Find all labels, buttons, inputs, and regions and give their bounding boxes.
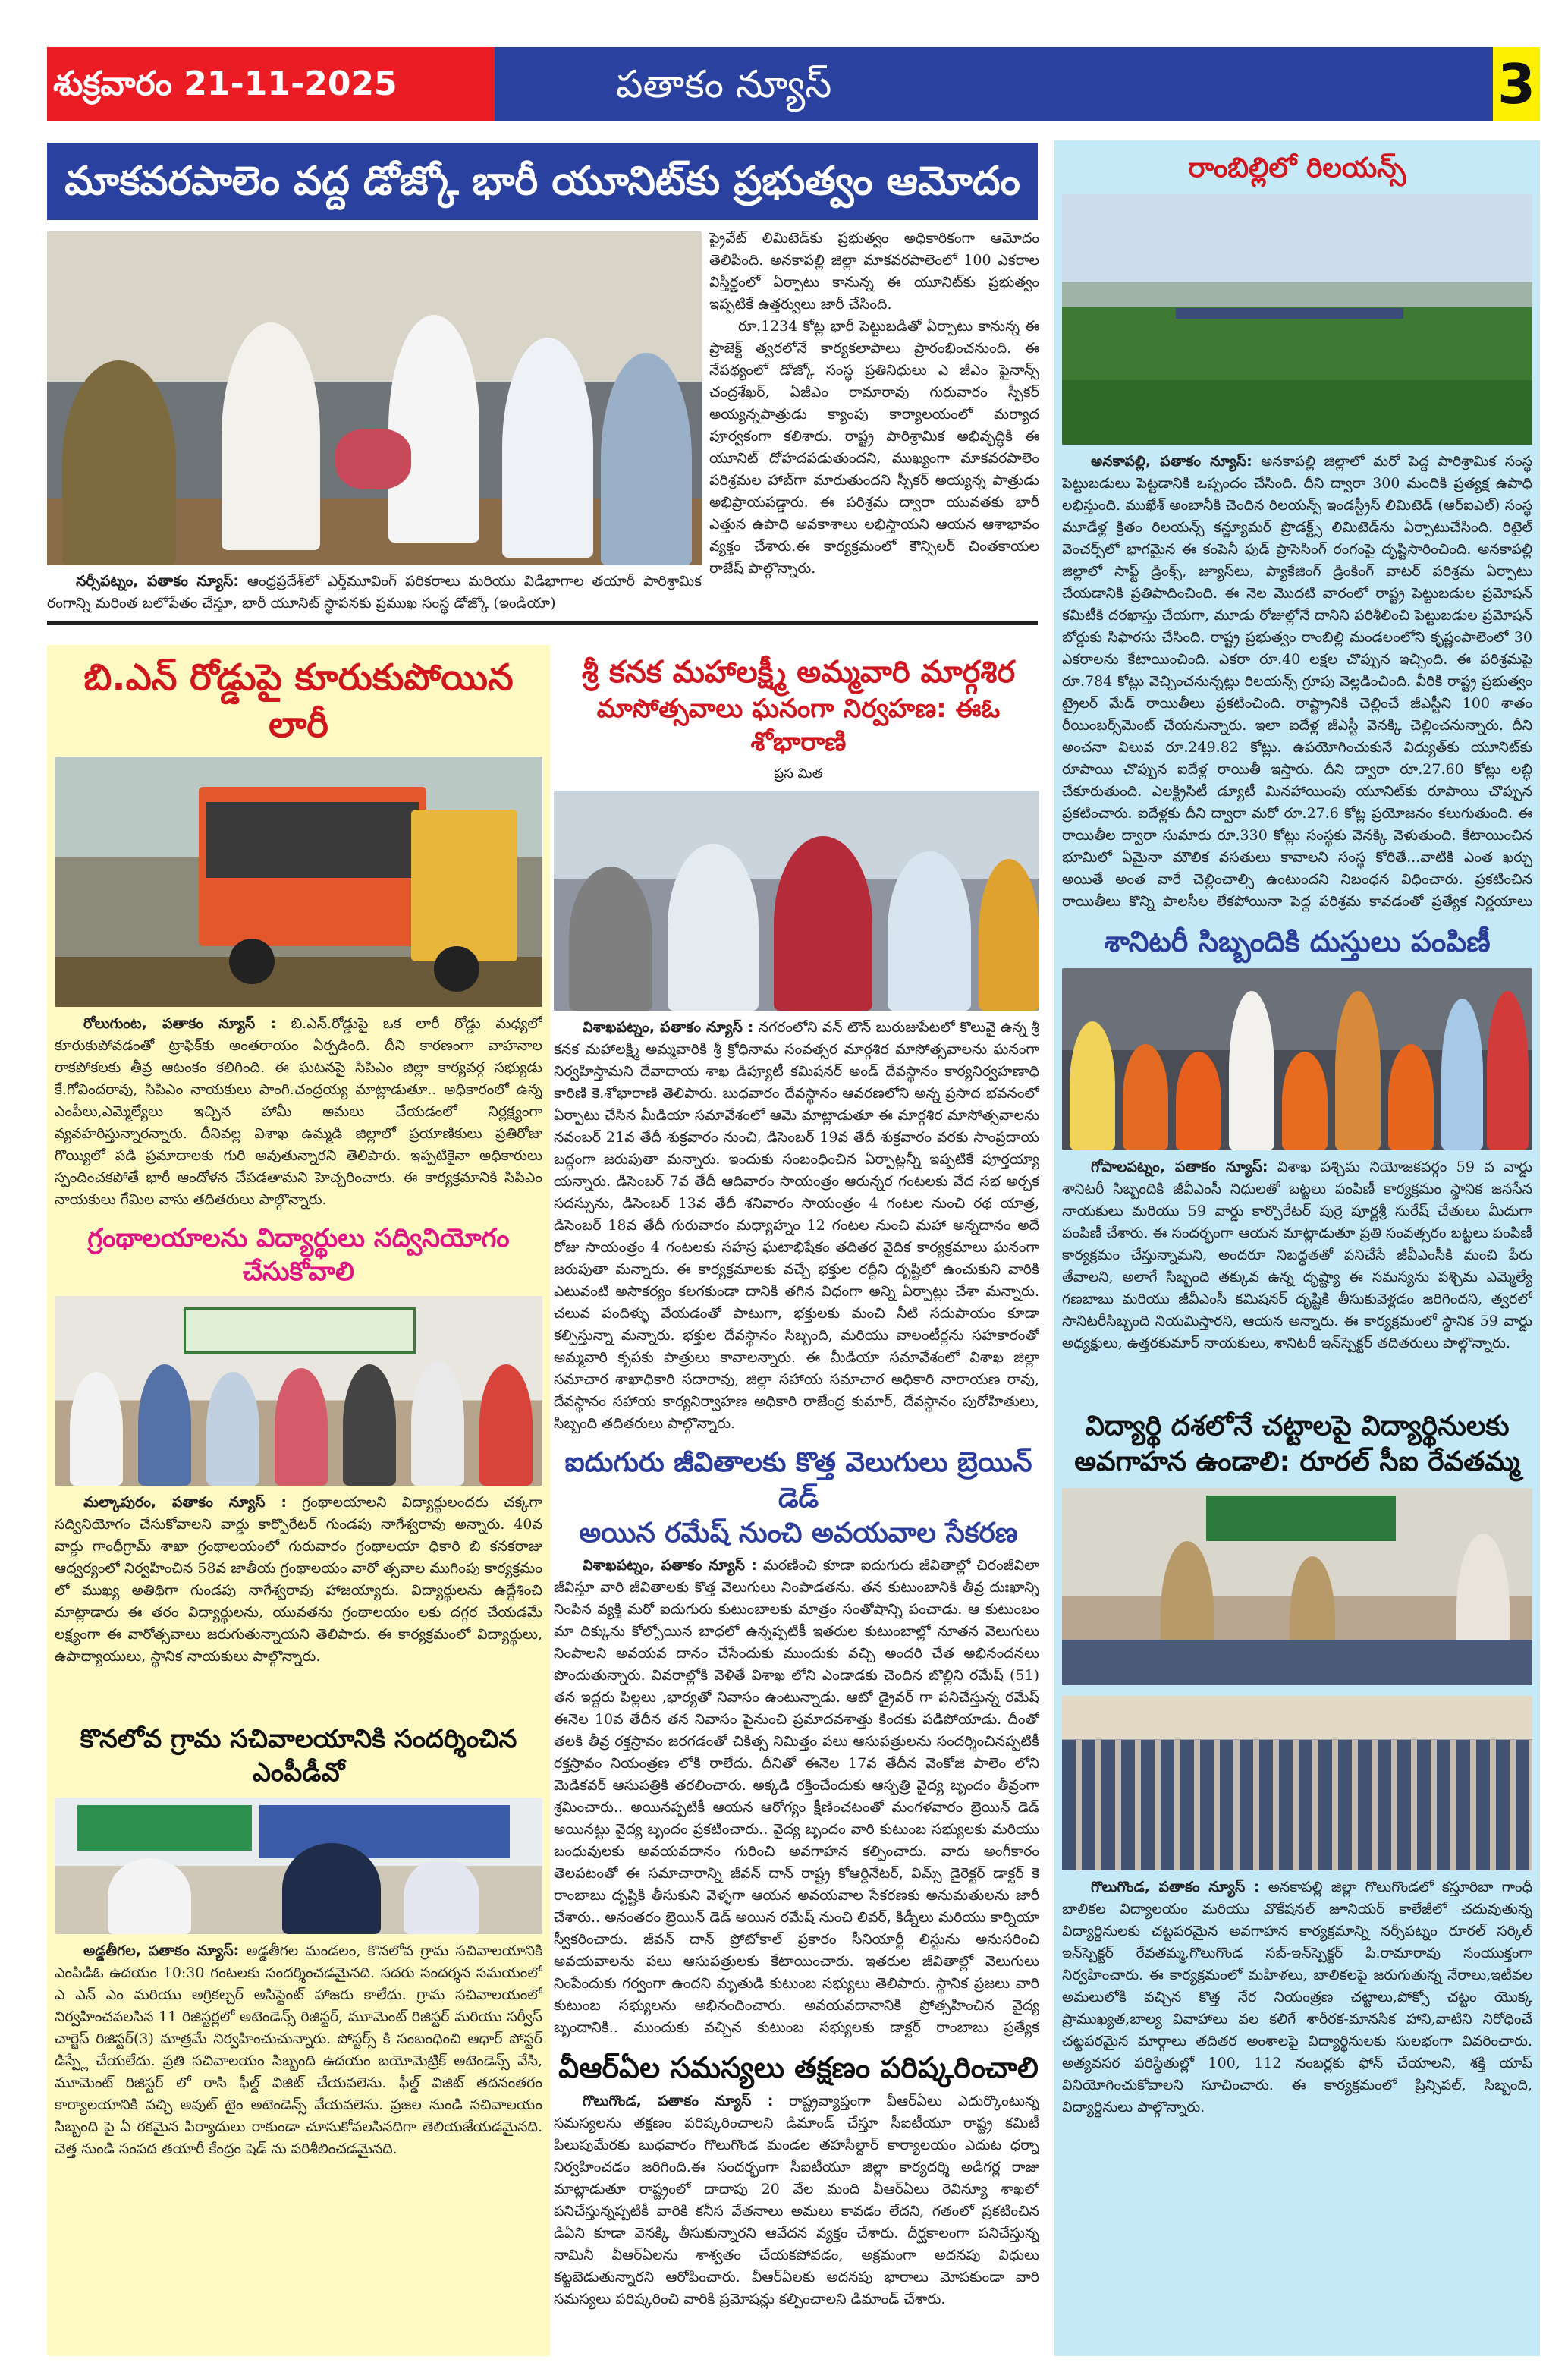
students-photo-assembly bbox=[1062, 1696, 1532, 1870]
lorry-text: బి.ఎన్.రోడ్డుపై ఒక లారీ రోడ్డు మధ్యలో కూరుకుపోవడంతో ట్రాఫిక్‌కు అంతరాయం ఏర్పడింది. దీని కారణంగా వాహనాల రాకపోకలకు తీవ్ర ఆటంకం కలిగింది. ఈ ఘటనపై సిపిఎం జిల్లా కార్యవర్గ సభ్యుడు కే.గోవిందరావు, సిపిఎం నాయకులు పాంగి.చంద్రయ్య మాట్లాడుతూ.. అధికారంలో ఉన్న ఎంపీలు,ఎమ్మెల్యేలు ఇచ్చిన హామీ అమలు చేయడంలో నిర్లక్ష్యంగా వ్యవహరిస్తున్నారన్నారు. దీనివల్ల విశాఖ ఉమ్మడి జిల్లాలో ప్రయాణికులు ప్రతిరోజు గొయ్యిలో పడి ప్రమాదాలకు గురి అవుతున్నారని తెలిపారు. ఇప్పటికైనా అధికారులు స్పందించకపోతే భారీ ఆందోళన చేపడతామని హెచ్చరించారు. ఈ కార్యక్రమానికి సిపిఎం నాయకులు గేమిల వాసు తదితరులు పాల్గొన్నారు. bbox=[55, 1014, 542, 1208]
students-headline-line2: అవగాహన ఉండాలి: రూరల్ సీఐ రేవతమ్మ bbox=[1074, 1445, 1520, 1477]
library-headline: గ్రంథాలయాలను విద్యార్థులు సద్వినియోగం చేసుకోవాలి bbox=[87, 1222, 510, 1287]
students-body bbox=[1062, 1876, 1532, 2339]
organ-body bbox=[554, 1555, 1039, 2039]
page-number: 3 bbox=[1493, 47, 1540, 121]
sanitary-photo-group bbox=[1062, 968, 1532, 1150]
konalova-headline: కొనలోవ గ్రామ సచివాలయానికి సందర్శించిన ఎంపీడీవో bbox=[80, 1724, 517, 1788]
reliance-dateline: అనకాపల్లి, పతాకం న్యూస్: bbox=[1091, 452, 1252, 470]
lorry-dateline: రోలుగుంట, పతాకం న్యూస్ : bbox=[83, 1014, 276, 1032]
paper-name: పతాకం న్యూస్ bbox=[495, 47, 1493, 121]
students-headline bbox=[1062, 1406, 1532, 1483]
lead-body-p1: ప్రైవేట్ లిమిటెడ్‌కు ప్రభుత్వం అధికారికంగా ఆమోదం తెలిపింది. అనకాపల్లి జిల్లా మాకవరపాలెంలో 100 ఎకరాల విస్తీర్ణంలో ఏర్పాటు కానున్న ఈ యూనిట్‌కు ప్రభుత్వం ఇప్పటికే ఉత్తర్వులు జారీ చేసింది. bbox=[709, 230, 1039, 313]
lead-dateline: నర్సీపట్నం, పతాకం న్యూస్: bbox=[76, 573, 239, 590]
lead-headline: మాకవరపాలెం వద్ద డోజ్కో భారీ యూనిట్‌కు ప్రభుత్వం ఆమోదం bbox=[47, 143, 1038, 220]
kanaka-dateline: విశాఖపట్నం, పతాకం న్యూస్ : bbox=[583, 1018, 754, 1036]
lead-intro: ఆంధ్రప్రదేశ్‌లో ఎర్త్‌మూవింగ్ పరికరాలు మరియు విడిభాగాల తయారీ పారిశ్రామిక రంగాన్ని మరింత బలోపేతం చేస్తూ, భారీ యూనిట్ స్థాపనకు ప్రముఖ సంస్థ డోజ్కో (ఇండియా) bbox=[47, 573, 702, 612]
students-photo-officers bbox=[1062, 1488, 1532, 1685]
lead-photo-meeting bbox=[47, 231, 702, 565]
sanitary-text: విశాఖ పశ్చిమ నియోజకవర్గం 59 వ వార్డు శానిటరీ సిబ్బందికి జీవీఎంసీ నిధులతో బట్టలు పంపిణీ కార్యక్రమం స్థానిక జనసేన నాయకులు మరియు 59 వార్డు కార్పొరేటర్ పుర్రె పూర్ణశ్రీ సురేష్ చేతులు మీదుగా పంపిణీ చేశారు. ఈ సందర్భంగా ఆయన మాట్లాడుతూ ప్రతి సంవత్సరం బట్టలు పంపిణీ కార్యక్రమం చేస్తున్నామని, అందరూ నిబద్ధతతో పనిచేసే జీవీఎంసీకి మంచి పేరు తేవాలని, అలాగే సిబ్బంది తక్కువ ఉన్న దృష్ట్యా ఈ సమస్యను పశ్చిమ ఎమ్మెల్యే గణబాబు మరియు జీవీఎంసీ కమిషనర్ దృష్టికి తీసుకువెళ్లడం జరిగిందని, త్వరలో సానిటరీసిబ్బంది నియమిస్తారని, ఆయన అన్నారు. ఈ కార్యక్రమంలో స్థానిక 59 వార్డు అధ్యక్షులు, ఉత్తరకుమార్ నాయకులు, శానిటరీ ఇన్‌స్పెక్టర్ తదితరులు పాల్గొన్నారు. bbox=[1062, 1159, 1532, 1352]
section-divider bbox=[47, 621, 1038, 625]
students-headline-line1: విద్యార్థి దశలోనే చట్టాలపై విద్యార్థినులకు bbox=[1085, 1411, 1510, 1442]
vra-headline: వీఆర్‌ఏల సమస్యలు తక్షణం పరిష్కరించాలి bbox=[558, 2051, 1039, 2085]
organ-headline bbox=[554, 1442, 1043, 1555]
kanaka-headline-line1: శ్రీ కనక మహాలక్ష్మీ అమ్మవారి మార్గశిర bbox=[581, 655, 1016, 690]
organ-headline-line2: అయిన రమేష్ నుంచి అవయవాల సేకరణ bbox=[579, 1518, 1018, 1549]
vra-text: రాష్ట్రవ్యాప్తంగా వీఆర్‌ఏలు ఎదుర్కొంటున్న సమస్యలను తక్షణం పరిష్కరించాలని డిమాండ్ చేస్తూ సీఐటీయూ రాష్ట్ర కమిటీ పిలుపుమేరకు బుధవారం గొలుగొండ మండల తహసీల్దార్ కార్యాలయం ఎదుట ధర్నా నిర్వహించడం జరిగింది.ఈ సందర్భంగా సీఐటీయూ జిల్లా కార్యదర్శి అడిగర్ల రాజు మాట్లాడుతూ రాష్ట్రంలో దాదాపు 20 వేల మంది వీఆర్‌ఏలు రెవిన్యూ శాఖలో పనిచేస్తున్నప్పటికీ వారికి కనీస వేతనాలు అమలు కావడం లేదని, గతంలో ప్రకటించిన డిఏని కూడా వెనక్కి తీసుకున్నారని ఆవేదన వ్యక్తం చేశారు. దీర్ఘకాలంగా పనిచేస్తున్న నామినీ వీఆర్‌ఏలను శాశ్వతం చేయకపోవడం, అక్రమంగా అదనపు విధులు కట్టబెడుతున్నారని ఆరోపించారు. వీఆర్‌ఏలకు అదనపు భారాలు మోపకుండా వారి సమస్యలు పరిష్కరించి వారికి ప్రమోషన్లు కల్పించాలని డిమాండ్ చేశారు. bbox=[554, 2092, 1039, 2307]
students-text: అనకాపల్లి జిల్లా గొలుగొండలో కస్తూరిబా గాంధీ బాలికల విద్యాలయం మరియు వొకేషనల్ జూనియర్ కాలేజీలో చదువుతున్న విద్యార్థినులకు చట్టపరమైన అవగాహన కార్యక్రమాన్ని నర్సీపట్నం రూరల్ సర్కిల్ ఇన్‌స్పెక్టర్ రేవతమ్మ,గొలుగొండ సబ్-ఇన్‌స్పెక్టర్ పి.రామారావు సంయుక్తంగా నిర్వహించారు. ఈ కార్యక్రమంలో మహిళలు, బాలికలపై జరుగుతున్న నేరాలు,ఇటీవల అమలులోకి వచ్చిన కొత్త నేర నియంత్రణ చట్టాలు,పోక్సో చట్టం యొక్క ప్రాముఖ్యత,బాల్య వివాహాలు వల కలిగే శారీరక-మానసిక హాని,వాటిని నిరోధించే చట్టపరమైన మార్గాలు తదితర అంశాలపై విద్యార్థినులకు సులభంగా వివరించారు. అత్యవసర పరిస్థితుల్లో 100, 112 నంబర్లకు ఫోన్ చేయాలని, శక్తి యాప్ వినియోగించుకోవాలని సూచించారు. ఈ కార్యక్రమంలో ప్రిన్సిపల్, సిబ్బంది, విద్యార్థినులు పాల్గొన్నారు. bbox=[1062, 1878, 1532, 2115]
reliance-text: అనకాపల్లి జిల్లాలో మరో పెద్ద పారిశ్రామిక సంస్థ పెట్టుబడులు పెట్టడానికి ఒప్పందం చేసింది. దీని ద్వారా 300 మందికి ప్రత్యక్ష ఉపాధి లభిస్తుంది. ముఖేశ్ అంబానీకి చెందిన రిలయన్స్ ఇండస్ట్రీస్ లిమిటెడ్ (ఆర్‌ఐఎల్) సంస్థ మూడేళ్ల క్రితం రిలయన్స్ కన్జ్యూమర్ ప్రొడక్ట్స్ లిమిటెడ్‌ను ఏర్పాటుచేసింది. రిటైల్ వెంచర్స్‌లో భాగమైన ఈ కంపెనీ ఫుడ్ ప్రాసెసింగ్ రంగంపై దృష్టిసారించింది. అనకాపల్లి జిల్లాలో సాఫ్ట్ డ్రింక్స్, జ్యూస్‌లు, ప్యాకేజింగ్ డ్రింకింగ్ వాటర్ పరిశ్రమ ఏర్పాటు చేయడానికి ప్రతిపాదించింది. ఈ నెల మొదటి వారంలో రాష్ట్ర పెట్టుబడుల ప్రమోషన్ కమిటీకి దరఖాస్తు చేయగా, మూడు రోజుల్లోనే దానిని పరిశీలించి పెట్టుబడుల ప్రమోషన్ బోర్డుకు సిఫారసు చేసింది. రాష్ట్ర ప్రభుత్వం రాంబిల్లి మండలంలోని కృష్ణంపాలెంలో 30 ఎకరాలను కేటాయించింది. ఎకరా రూ.40 లక్షల చొప్పున ఇచ్చింది. ఈ పరిశ్రమపై రూ.784 కోట్లు వెచ్చించనున్నట్లు రిలయన్స్ గ్రూపు వెల్లడించింది. వీరికి రాష్ట్ర ప్రభుత్వం ట్రైలర్ మేడ్ రాయితీలు ప్రకటించింది. రాష్ట్రానికి చెల్లించే జీఎస్టీని 100 శాతం రీయింబర్స్‌మెంట్ చేయనున్నారు. ఇలా ఐదేళ్ల జీఎస్టీ వెనక్కి చెల్లించనున్నారు. దీని అంచనా విలువ రూ.249.82 కోట్లు. ఉపయోగించుకునే విద్యుత్‌కు యూనిట్‌కు రూపాయి చొప్పున ఐదేళ్ల రాయితీ ఇస్తారు. దీని ద్వారా రూ.27.60 కోట్లు లబ్ధి చేకూరుతుంది. ఎలక్ట్రిసిటీ డ్యూటీ మినహాయింపు యూనిట్‌కు రూపాయి చొప్పున ప్రకటించారు. ఐదేళ్లకు దీని ద్వారా మరో రూ.27.6 కోట్ల ప్రయోజనం కలుగుతుంది. ఈ రాయితీల ద్వారా సుమారు రూ.330 కోట్లు సంస్థకు వెనక్కి వెళుతుంది. కేటాయించిన భూమిలో ఏమైనా మౌలిక వసతులు కావాలని సంస్థ కోరితే...వాటికి ఎంత ఖర్చు అయితే అంత వారే చెల్లించాల్సి ఉంటుందని నిబంధన విధించారు. ప్రకటించిన రాయితీలు కొన్ని పాలసీల లేకపోయినా పెద్ద పరిశ్రమ కావడంతో ప్రత్యేక నిర్ణయాలు bbox=[1062, 452, 1532, 910]
middle-column bbox=[554, 645, 1043, 2356]
lead-caption bbox=[47, 571, 702, 615]
kanaka-text: నగరంలోని వన్ టౌన్ బురుజుపేటలో కొలువై ఉన్న శ్రీ కనక మహాలక్ష్మి అమ్మవారికి శ్రీ క్రోధినామ సంవత్సర మార్గశిర మాసోత్సవాలను ఘనంగా నిర్వహిస్తామని దేవాదాయ శాఖ డిప్యూటీ కమిషనర్ అండ్ దేవస్థానం కార్యనిర్వహణాధి కారిణి కె.శోభారాణి తెలిపారు. బుధవారం దేవస్థానం ఆవరణలోని అన్న ప్రసాద భవనంలో ఏర్పాటు చేసిన మీడియా సమావేశంలో ఆమె మాట్లాడుతూ ఈ మార్గశిర మాసోత్సవాలను నవంబర్ 21వ తేదీ శుక్రవారం నుంచి, డిసెంబర్ 19వ తేదీ శుక్రవారం వరకు సాంప్రదాయ బద్ధంగా జరుపుతా మన్నారు. ఇందుకు సంబంధించిన ఏర్పాట్లన్నీ ఇప్పటికే పూర్తయ్యా యన్నారు. డిసెంబర్ 7వ తేదీ ఆదివారం సాయంత్రం ఆరున్నర గంటలకు వేద సభ అర్చక సదస్సును, డిసెంబర్ 13వ తేదీ శనివారం సాయంత్రం 4 గంటల నుంచి రథ యాత్ర, డిసెంబర్ 18వ తేదీ గురువారం మధ్యాహ్నం 12 గంటల నుంచి మహా అన్నదానం అదే రోజు సాయంత్రం 4 గంటలకు సహస్ర ఘటాభిషేకం తదితర వైదిక కార్యక్రమాలు ఘనంగా జరుపుతా మన్నారు. ఈ కార్యక్రమాలకు వచ్చే భక్తుల రద్దీని దృష్టిలో ఉంచుకుని వారికి ఎటువంటి అసౌకర్యం కలగకుండా దానికి తగిన విధంగా అన్ని ఏర్పాట్లు చేశా మన్నారు. చలువ పందిళ్ళు వేయడంతో పాటుగా, భక్తులకు మంచి నీటి సదుపాయం కూడా కల్పిస్తున్నా మన్నారు. భక్తుల దేవస్థానం సిబ్బంది, మరియు వాలంటీర్లను సహకారంతో అమ్మవారి కృపకు పాత్రులు కావాలన్నారు. ఈ మీడియా సమావేశంలో విశాఖ జిల్లా సమాచార శాఖాధికారి సదారావు, జిల్లా సహాయ సమాచార అధికారి నారాయణ రావు, దేవస్థానం సహాయ కార్యనిర్వాహణ అధికారి రాజేంద్ర కుమార్, దేవస్థానం పురోహితులు, సిబ్బంది తదితరులు పాల్గొన్నారు. bbox=[554, 1018, 1039, 1432]
sanitary-dateline: గోపాలపట్నం, పతాకం న్యూస్: bbox=[1091, 1159, 1268, 1176]
library-photo bbox=[55, 1296, 542, 1486]
lorry-body bbox=[55, 1013, 542, 1211]
sanitary-body bbox=[1062, 1156, 1532, 1398]
kanaka-byline: ప్రస మిత bbox=[774, 766, 823, 782]
issue-date: శుక్రవారం 21-11-2025 bbox=[47, 47, 495, 121]
organ-dateline: విశాఖపట్నం, పతాకం న్యూస్ : bbox=[583, 1557, 757, 1574]
lorry-headline: బి.ఎన్ రోడ్డుపై కూరుకుపోయిన లారీ bbox=[83, 656, 514, 747]
library-text: గ్రంథాలయాలని విద్యార్థులందరు చక్కగా సద్వినియోగం చేసుకోవాలని వార్డు కార్పొరేటర్ గుండపు నాగేశ్వరావు అన్నారు. 40వ వార్డు గాంధీగ్రామ్ శాఖా గ్రంథాలయంలో గురువారం గ్రంథాలయా ధికారి బి కనకరాజు ఆధ్వర్యంలో నిర్వహించిన 58వ జాతీయ గ్రంథాలయం వారో త్సవాల ముగింపు కార్యక్రమం లో ముఖ్య అతిథిగా గుండపు నాగేశ్వరావు హాజయ్యారు. విద్యార్థులను ఉద్దేశించి మాట్లాడారు ఈ తరం విద్యార్థులను, యువతను గ్రంథాలయం లకు దగ్గర చేయడమే లక్ష్యంగా ఈ వారోత్సవాలు జరుగుతున్నాయని తెలిపారు. ఈ కార్యక్రమంలో విద్యార్థులు, ఉపాధ్యాయులు, స్థానిక నాయకులు పాల్గొన్నారు. bbox=[55, 1494, 542, 1666]
library-body bbox=[55, 1492, 542, 1712]
vra-body bbox=[554, 2090, 1039, 2333]
vra-dateline: గొలుగొండ, పతాకం న్యూస్ : bbox=[583, 2092, 774, 2109]
library-dateline: మల్కాపురం, పతాకం న్యూస్ : bbox=[83, 1494, 287, 1512]
konalova-body bbox=[55, 1940, 542, 2336]
reliance-headline: రాంబిల్లిలో రిలయన్స్ bbox=[1188, 153, 1406, 184]
lead-body bbox=[709, 228, 1039, 602]
organ-text: మరణించి కూడా ఐదుగురు జీవితాల్లో చిరంజీవిలా జీవిస్తూ వారి జీవితాలకు కొత్త వెలుగులు నింపాడతను. తన కుటుంబానికి తీవ్ర దుఃఖాన్ని నింపిన వ్యక్తి మరో ఐదుగురు కుటుంబాలకు మాత్రం సంతోషాన్ని పంచాడు. ఆ కుటుంబం మా దిక్కును కోల్పోయిన బాధలో ఉన్నప్పటికీ ఇతరుల కుటుంబాల్లో నూతన వెలుగులు నింపాలని అవయవ దానం చేసేందుకు ముందుకు వచ్చి అందరి చేత అభినందనలు పొందుతున్నారు. వివరాల్లోకి వెళితే విశాఖ లోని ఎండాడకు చెందిన బొల్లిని రమేష్ (51) తన ఇద్దరు పిల్లలు ,భార్యతో నివాసం ఉంటున్నాడు. ఆటో డ్రైవర్ గా పనిచేస్తున్న రమేష్ ఈనెల 10వ తేదీన తన నివాసం పైనుంచి ప్రమాదవశాత్తు కిందకు పడిపోయాడు. దీంతో తలకి తీవ్ర రక్తస్రావం జరగడంతో చికిత్స నిమిత్తం పలు ఆసుపత్రులను సందర్శించినప్పటికీ రక్తస్రావం నియంత్రణ లోకి రాలేదు. దీనితో ఈనెల 17వ తేదీన వెంకోజి పాలెం లోని మెడికవర్ ఆసుపత్రికి తరలించారు. అక్కడి రక్తించేందుకు ఆస్పత్రి వైద్య బృందం తీవ్రంగా శ్రమించారు.. అయినప్పటికీ ఆయన ఆరోగ్యం క్షీణించటంతో మంగళవారం బ్రెయిన్ డెడ్ అయినట్టు వైద్య బృందం ప్రకటించారు.. వైద్య బృందం వారి కుటుంబ సభ్యులకు మరియు బంధువులకు అవయవదానం గురించి అవగాహన కల్పించారు. వారు అంగీకారం తెలపటంతో ఈ సమాచారాన్ని జీవన్ దాన్ రాష్ట్ర కోఆర్డినేటర్, విమ్స్ డైరెక్టర్ డాక్టర్ కె రాంబాబు దృష్టికి తీసుకుని వెళ్ళగా ఆయన అవయవాల సేకరణకు అనుమతులను జారీ చేశారు.. అనంతరం బ్రెయిన్ డెడ్ అయిన రమేష్ నుంచి లివర్, కిడ్నీలు మరియు కార్నియా స్వీకరించారు. జీవన్ దాన్ ప్రోటోకాల్ ప్రకారం సీనియార్టీ లిస్టును అనుసరించి అవయవాలను పలు ఆసుపత్రులకు కేటాయించారు. ఇతరుల జీవితాల్లో వెలుగులు నింపేందుకు గర్వంగా ఉందని మృతుడి కుటుంబ సభ్యులు తెలిపారు. స్థానిక ప్రజలు వారి కుటుంబ సభ్యులను అభినందించారు. అవయవదానానికి ప్రోత్సహించిన వైద్య బృందానికి.. ముందుకు వచ్చిన కుటుంబ సభ్యులకు డాక్టర్ రాంబాబు ప్రత్యేక bbox=[554, 1557, 1039, 2037]
lead-body-p2: రూ.1234 కోట్ల భారీ పెట్టుబడితో ఏర్పాటు కానున్న ఈ ప్రాజెక్ట్ త్వరలోనే కార్యకలాపాలు ప్రారంభించనుంది. ఈ నేపథ్యంలో డోజ్కో సంస్థ ప్రతినిధులు ఎ జీఎం ఫైనాన్స్ చంద్రశేఖర్, ఏజీఎం రామారావు గురువారం స్పీకర్ అయ్యన్నపాత్రుడు క్యాంపు కార్యాలయంలో మర్యాద పూర్వకంగా కలిశారు. రాష్ట్ర పారిశ్రామిక అభివృద్ధికి ఈ యూనిట్ దోహదపడుతుందని, ముఖ్యంగా మాకవరపాలెం పరిశ్రమల హాబ్‌గా మారుతుందని స్పీకర్ అయ్యన్న పాత్రుడు అభిప్రాయపడ్డారు. ఈ పరిశ్రమ ద్వారా యువతకు భారీ ఎత్తున ఉపాధి అవకాశాలు లభిస్తాయని ఆయన ఆశాభావం వ్యక్తం చేశారు.ఈ కార్యక్రమంలో కౌన్సిలర్ చింతకాయల రాజేష్ పాల్గొన్నారు. bbox=[709, 318, 1039, 577]
reliance-photo-aerial bbox=[1062, 194, 1532, 445]
kanaka-headline-line2: మాసోత్సవాలు ఘనంగా నిర్వహణ: ఈఓ శోభారాణి bbox=[596, 694, 1001, 758]
students-dateline: గొలుగొండ, పతాకం న్యూస్ : bbox=[1091, 1878, 1260, 1895]
konalova-dateline: అడ్డతీగల, పతాకం న్యూస్: bbox=[83, 1942, 240, 1959]
konalova-photo bbox=[55, 1798, 542, 1934]
reliance-body bbox=[1062, 451, 1532, 913]
sanitary-headline: శానిటరీ సిబ్బందికి దుస్తులు పంపిణీ bbox=[1104, 924, 1491, 958]
kanaka-body bbox=[554, 1017, 1039, 1435]
kanaka-headline bbox=[554, 650, 1043, 762]
organ-headline-line1: ఐదుగురు జీవితాలకు కొత్త వెలుగులు బ్రెయిన్ డెడ్ bbox=[564, 1446, 1032, 1514]
lorry-photo bbox=[55, 757, 542, 1007]
left-column-panel bbox=[47, 645, 550, 2356]
right-column-panel bbox=[1054, 140, 1540, 2356]
konalova-text: అడ్డతీగల మండలం, కొనలోవ గ్రామ సచివాలయానికి ఎంపిడిఓ ఉదయం 10:30 గంటలకు సందర్శించడమైనది. సదరు సందర్శన సమయంలో ఎ ఎన్ ఎం మరియు అగ్రికల్చర్ అసిస్టెంట్ హాజరు కాలేదు. గ్రామ సచివాలయంలో నిర్వహించవలసిన 11 రిజిస్టర్లలో అటెండెన్స్ రిజిస్టర్, మూమెంట్ రిజిస్టర్ మరియు సర్వీస్ చార్జెస్ రిజిస్టర్(3) మాత్రమే నిర్వహించుచున్నారు. పోస్టర్స్ కి సంబంధించి ఆధార్ పోస్టర్ డిస్ప్లే చేయలేదు. ప్రతి సచివాలయం సిబ్బంది ఉదయం బయోమెట్రిక్ అటెండెన్స్ వేసి, మూమెంట్ రిజిస్టర్ లో రాసి ఫీల్డ్ విజిట్ చేయవలెను. ఫీల్డ్ విజిట్ తదనంతరం కార్యాలయానికి వచ్చి అవుట్ టైం అటెండెన్స్ వేయవలెను. ప్రజల నుండి సచివాలయం సిబ్బంది పై ఏ రకమైన పిర్యాదులు రాకుండా చూసుకోవలసినదిగా తెలియజేయడమైనది. చెత్త నుండి సంపద తయారీ కేంద్రం షెడ్ ను పరిశీలించడమైనది. bbox=[55, 1942, 542, 2157]
kanaka-photo-press-meet bbox=[554, 791, 1039, 1011]
